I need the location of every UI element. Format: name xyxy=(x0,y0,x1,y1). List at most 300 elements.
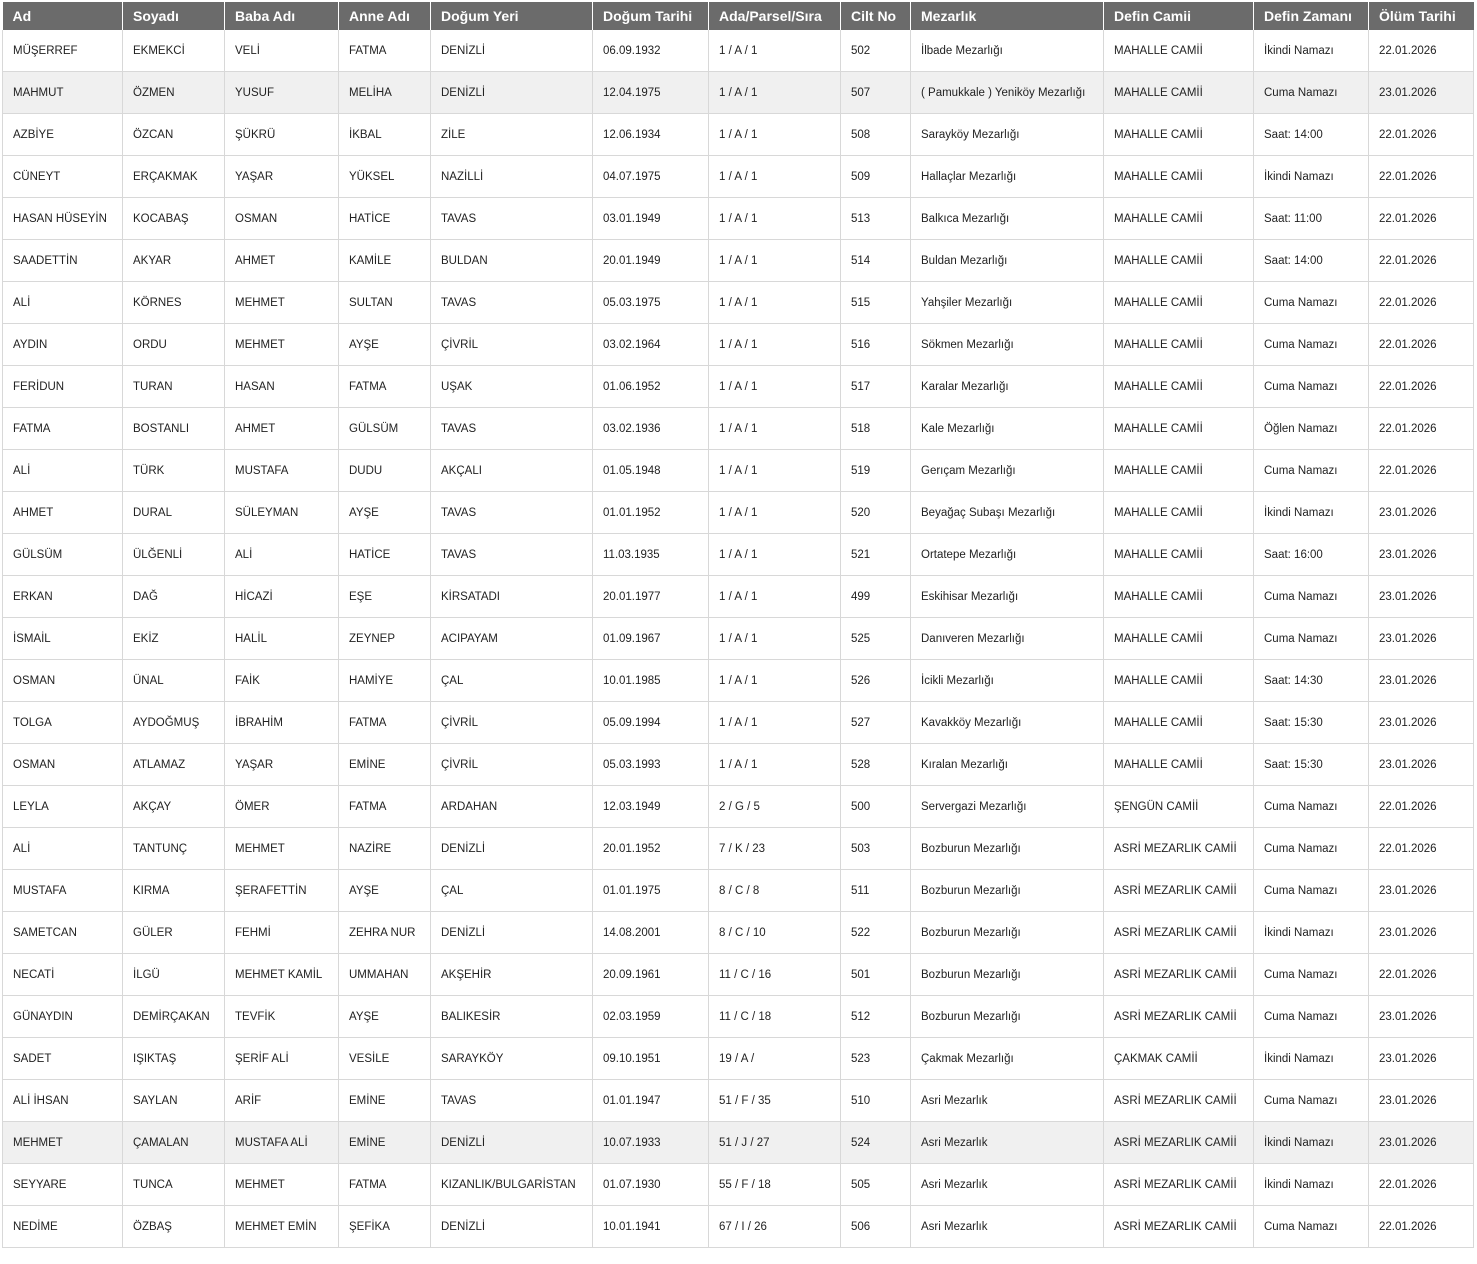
table-cell: ACIPAYAM xyxy=(431,618,593,660)
table-row[interactable] xyxy=(3,954,1474,996)
table-row[interactable] xyxy=(3,702,1474,744)
table-cell: 10.07.1933 xyxy=(593,1122,709,1164)
column-header[interactable]: Anne Adı xyxy=(339,2,431,30)
table-cell: 23.01.2026 xyxy=(1369,576,1474,618)
table-cell: 517 xyxy=(841,366,911,408)
table-cell: NAZİLLİ xyxy=(431,156,593,198)
table-cell: ÇAL xyxy=(431,870,593,912)
table-row[interactable] xyxy=(3,576,1474,618)
table-cell: FATMA xyxy=(339,702,431,744)
table-cell: 524 xyxy=(841,1122,911,1164)
table-cell: ÖZBAŞ xyxy=(123,1206,225,1248)
table-cell: ALİ İHSAN xyxy=(3,1080,123,1122)
table-cell: Sökmen Mezarlığı xyxy=(911,324,1104,366)
table-cell: 22.01.2026 xyxy=(1369,240,1474,282)
table-cell: 519 xyxy=(841,450,911,492)
table-row[interactable] xyxy=(3,1206,1474,1248)
table-cell: ÇAKMAK CAMİİ xyxy=(1104,1038,1254,1080)
table-cell: 22.01.2026 xyxy=(1369,324,1474,366)
column-header[interactable]: Soyadı xyxy=(123,2,225,30)
table-cell: 22.01.2026 xyxy=(1369,408,1474,450)
table-cell: 05.03.1993 xyxy=(593,744,709,786)
table-cell: Saat: 15:30 xyxy=(1254,744,1369,786)
table-cell: 23.01.2026 xyxy=(1369,996,1474,1038)
table-cell: DENİZLİ xyxy=(431,912,593,954)
table-cell: 499 xyxy=(841,576,911,618)
table-cell: Kavakköy Mezarlığı xyxy=(911,702,1104,744)
table-cell: MAHALLE CAMİİ xyxy=(1104,282,1254,324)
table-cell: DENİZLİ xyxy=(431,828,593,870)
table-header xyxy=(3,2,1474,30)
table-cell: ZEYNEP xyxy=(339,618,431,660)
table-cell: 51 / F / 35 xyxy=(709,1080,841,1122)
table-cell: 23.01.2026 xyxy=(1369,1080,1474,1122)
table-cell: SAADETTİN xyxy=(3,240,123,282)
table-cell: LEYLA xyxy=(3,786,123,828)
table-row[interactable] xyxy=(3,156,1474,198)
table-cell: ÖMER xyxy=(225,786,339,828)
column-header[interactable]: Ada/Parsel/Sıra xyxy=(709,2,841,30)
table-row[interactable] xyxy=(3,492,1474,534)
table-cell: ORDU xyxy=(123,324,225,366)
table-cell: 55 / F / 18 xyxy=(709,1164,841,1206)
table-cell: ERÇAKMAK xyxy=(123,156,225,198)
table-cell: 12.03.1949 xyxy=(593,786,709,828)
table-cell: SAYLAN xyxy=(123,1080,225,1122)
table-cell: İLGÜ xyxy=(123,954,225,996)
table-cell: NEDİME xyxy=(3,1206,123,1248)
table-cell: Asri Mezarlık xyxy=(911,1164,1104,1206)
table-cell: Cuma Namazı xyxy=(1254,1206,1369,1248)
table-cell: 23.01.2026 xyxy=(1369,744,1474,786)
table-row[interactable] xyxy=(3,1122,1474,1164)
table-cell: 11.03.1935 xyxy=(593,534,709,576)
table-row[interactable] xyxy=(3,324,1474,366)
table-row[interactable] xyxy=(3,1080,1474,1122)
table-cell: MAHMUT xyxy=(3,72,123,114)
table-cell: 522 xyxy=(841,912,911,954)
table-cell: KÖRNES xyxy=(123,282,225,324)
table-cell: Çakmak Mezarlığı xyxy=(911,1038,1104,1080)
table-cell: Cuma Namazı xyxy=(1254,870,1369,912)
table-cell: HALİL xyxy=(225,618,339,660)
table-cell: ARDAHAN xyxy=(431,786,593,828)
table-cell: ŞERAFETTİN xyxy=(225,870,339,912)
table-cell: HATİCE xyxy=(339,534,431,576)
table-cell: VESİLE xyxy=(339,1038,431,1080)
table-row[interactable] xyxy=(3,72,1474,114)
table-cell: TAVAS xyxy=(431,534,593,576)
table-cell: CÜNEYT xyxy=(3,156,123,198)
table-cell: EŞE xyxy=(339,576,431,618)
table-cell: Saat: 14:30 xyxy=(1254,660,1369,702)
table-cell: MAHALLE CAMİİ xyxy=(1104,240,1254,282)
table-cell: AYDIN xyxy=(3,324,123,366)
table-cell: ARİF xyxy=(225,1080,339,1122)
table-cell: ALİ xyxy=(3,450,123,492)
table-row[interactable] xyxy=(3,870,1474,912)
table-cell: 1 / A / 1 xyxy=(709,72,841,114)
table-cell: 1 / A / 1 xyxy=(709,702,841,744)
table-cell: 23.01.2026 xyxy=(1369,618,1474,660)
table-cell: 20.09.1961 xyxy=(593,954,709,996)
table-cell: 01.06.1952 xyxy=(593,366,709,408)
table-cell: 20.01.1949 xyxy=(593,240,709,282)
table-cell: 23.01.2026 xyxy=(1369,534,1474,576)
table-cell: İcikli Mezarlığı xyxy=(911,660,1104,702)
table-cell: MÜŞERREF xyxy=(3,30,123,72)
table-cell: 06.09.1932 xyxy=(593,30,709,72)
table-cell: TÜRK xyxy=(123,450,225,492)
table-cell: DENİZLİ xyxy=(431,1206,593,1248)
table-row[interactable] xyxy=(3,114,1474,156)
table-cell: ASRİ MEZARLIK CAMİİ xyxy=(1104,828,1254,870)
table-cell: GÜNAYDIN xyxy=(3,996,123,1038)
column-header[interactable]: Defin Camii xyxy=(1104,2,1254,30)
table-cell: Asri Mezarlık xyxy=(911,1122,1104,1164)
table-cell: AHMET xyxy=(3,492,123,534)
table-cell: 12.06.1934 xyxy=(593,114,709,156)
table-cell: Asri Mezarlık xyxy=(911,1206,1104,1248)
table-cell: Servergazi Mezarlığı xyxy=(911,786,1104,828)
table-cell: 1 / A / 1 xyxy=(709,156,841,198)
table-cell: AYDOĞMUŞ xyxy=(123,702,225,744)
table-cell: 1 / A / 1 xyxy=(709,30,841,72)
table-cell: Cuma Namazı xyxy=(1254,1080,1369,1122)
table-cell: 51 / J / 27 xyxy=(709,1122,841,1164)
table-row[interactable] xyxy=(3,996,1474,1038)
table-cell: ALİ xyxy=(3,282,123,324)
table-cell: KIRMA xyxy=(123,870,225,912)
table-cell: MAHALLE CAMİİ xyxy=(1104,366,1254,408)
table-cell: 7 / K / 23 xyxy=(709,828,841,870)
table-cell: BALIKESİR xyxy=(431,996,593,1038)
table-cell: FERİDUN xyxy=(3,366,123,408)
table-row[interactable] xyxy=(3,828,1474,870)
table-cell: Cuma Namazı xyxy=(1254,72,1369,114)
table-cell: ÇAL xyxy=(431,660,593,702)
table-cell: 506 xyxy=(841,1206,911,1248)
column-header[interactable]: Defin Zamanı xyxy=(1254,2,1369,30)
table-cell: İkindi Namazı xyxy=(1254,156,1369,198)
table-cell: İlbade Mezarlığı xyxy=(911,30,1104,72)
table-cell: 503 xyxy=(841,828,911,870)
table-cell: 23.01.2026 xyxy=(1369,870,1474,912)
table-cell: Cuma Namazı xyxy=(1254,282,1369,324)
table-cell: 1 / A / 1 xyxy=(709,366,841,408)
table-cell: Yahşiler Mezarlığı xyxy=(911,282,1104,324)
table-cell: EMİNE xyxy=(339,744,431,786)
table-cell: FATMA xyxy=(3,408,123,450)
table-cell: 525 xyxy=(841,618,911,660)
column-header[interactable]: Ölüm Tarihi xyxy=(1369,2,1474,30)
table-cell: ŞÜKRÜ xyxy=(225,114,339,156)
table-cell: 500 xyxy=(841,786,911,828)
table-cell: ASRİ MEZARLIK CAMİİ xyxy=(1104,870,1254,912)
table-cell: SULTAN xyxy=(339,282,431,324)
funeral-records-table-container xyxy=(2,2,1473,1248)
table-cell: 1 / A / 1 xyxy=(709,114,841,156)
table-cell: 505 xyxy=(841,1164,911,1206)
table-cell: 22.01.2026 xyxy=(1369,1206,1474,1248)
table-cell: ŞENGÜN CAMİİ xyxy=(1104,786,1254,828)
table-cell: 1 / A / 1 xyxy=(709,324,841,366)
table-cell: 1 / A / 1 xyxy=(709,660,841,702)
table-cell: 01.09.1967 xyxy=(593,618,709,660)
table-cell: 501 xyxy=(841,954,911,996)
table-cell: 09.10.1951 xyxy=(593,1038,709,1080)
table-cell: ÇİVRİL xyxy=(431,702,593,744)
table-cell: Buldan Mezarlığı xyxy=(911,240,1104,282)
table-cell: Saat: 14:00 xyxy=(1254,240,1369,282)
column-header[interactable]: Doğum Tarihi xyxy=(593,2,709,30)
table-cell: 23.01.2026 xyxy=(1369,660,1474,702)
table-cell: Balkıca Mezarlığı xyxy=(911,198,1104,240)
table-cell: 511 xyxy=(841,870,911,912)
table-cell: NECATİ xyxy=(3,954,123,996)
table-cell: 1 / A / 1 xyxy=(709,534,841,576)
table-cell: ÜLĞENLİ xyxy=(123,534,225,576)
table-cell: 523 xyxy=(841,1038,911,1080)
table-cell: İkindi Namazı xyxy=(1254,1038,1369,1080)
table-cell: TAVAS xyxy=(431,1080,593,1122)
table-cell: AYŞE xyxy=(339,996,431,1038)
table-cell: 516 xyxy=(841,324,911,366)
table-cell: TOLGA xyxy=(3,702,123,744)
table-cell: 11 / C / 18 xyxy=(709,996,841,1038)
table-cell: DUDU xyxy=(339,450,431,492)
table-cell: 23.01.2026 xyxy=(1369,702,1474,744)
table-cell: 22.01.2026 xyxy=(1369,1164,1474,1206)
table-cell: ( Pamukkale ) Yeniköy Mezarlığı xyxy=(911,72,1104,114)
table-cell: İkindi Namazı xyxy=(1254,1122,1369,1164)
table-cell: ZİLE xyxy=(431,114,593,156)
table-cell: YUSUF xyxy=(225,72,339,114)
table-cell: 513 xyxy=(841,198,911,240)
table-cell: MUSTAFA xyxy=(3,870,123,912)
table-cell: FAİK xyxy=(225,660,339,702)
table-cell: TANTUNÇ xyxy=(123,828,225,870)
table-cell: 1 / A / 1 xyxy=(709,198,841,240)
table-cell: 67 / I / 26 xyxy=(709,1206,841,1248)
table-cell: Beyağaç Subaşı Mezarlığı xyxy=(911,492,1104,534)
table-cell: 03.02.1964 xyxy=(593,324,709,366)
table-cell: 514 xyxy=(841,240,911,282)
table-cell: MAHALLE CAMİİ xyxy=(1104,576,1254,618)
table-cell: MEHMET xyxy=(225,324,339,366)
table-row[interactable] xyxy=(3,912,1474,954)
table-cell: EKMEKCİ xyxy=(123,30,225,72)
column-header[interactable]: Mezarlık xyxy=(911,2,1104,30)
table-cell: Saat: 15:30 xyxy=(1254,702,1369,744)
table-cell: HİCAZİ xyxy=(225,576,339,618)
table-cell: Cuma Namazı xyxy=(1254,996,1369,1038)
table-cell: Saat: 11:00 xyxy=(1254,198,1369,240)
table-cell: MAHALLE CAMİİ xyxy=(1104,618,1254,660)
table-cell: Cuma Namazı xyxy=(1254,954,1369,996)
table-cell: Cuma Namazı xyxy=(1254,324,1369,366)
table-cell: TAVAS xyxy=(431,408,593,450)
table-cell: GÜLSÜM xyxy=(3,534,123,576)
table-cell: 01.01.1975 xyxy=(593,870,709,912)
table-cell: Cuma Namazı xyxy=(1254,450,1369,492)
table-cell: Cuma Namazı xyxy=(1254,786,1369,828)
table-cell: TAVAS xyxy=(431,198,593,240)
table-row[interactable] xyxy=(3,744,1474,786)
table-cell: AKYAR xyxy=(123,240,225,282)
table-cell: 22.01.2026 xyxy=(1369,30,1474,72)
table-row[interactable] xyxy=(3,534,1474,576)
table-cell: 10.01.1985 xyxy=(593,660,709,702)
table-cell: Sarayköy Mezarlığı xyxy=(911,114,1104,156)
table-cell: Cuma Namazı xyxy=(1254,618,1369,660)
table-cell: MAHALLE CAMİİ xyxy=(1104,324,1254,366)
table-row[interactable] xyxy=(3,198,1474,240)
table-cell: TAVAS xyxy=(431,282,593,324)
table-cell: 04.07.1975 xyxy=(593,156,709,198)
table-cell: 01.05.1948 xyxy=(593,450,709,492)
table-row[interactable] xyxy=(3,1164,1474,1206)
table-cell: MEHMET KAMİL xyxy=(225,954,339,996)
table-cell: OSMAN xyxy=(3,744,123,786)
table-cell: Cuma Namazı xyxy=(1254,828,1369,870)
table-cell: 23.01.2026 xyxy=(1369,492,1474,534)
table-cell: GÜLSÜM xyxy=(339,408,431,450)
table-cell: Gerıçam Mezarlığı xyxy=(911,450,1104,492)
table-cell: 22.01.2026 xyxy=(1369,366,1474,408)
table-cell: İkindi Namazı xyxy=(1254,492,1369,534)
table-cell: ATLAMAZ xyxy=(123,744,225,786)
table-cell: 1 / A / 1 xyxy=(709,576,841,618)
table-cell: ASRİ MEZARLIK CAMİİ xyxy=(1104,1080,1254,1122)
table-row[interactable] xyxy=(3,240,1474,282)
table-cell: KOCABAŞ xyxy=(123,198,225,240)
table-cell: 502 xyxy=(841,30,911,72)
table-cell: 14.08.2001 xyxy=(593,912,709,954)
table-row[interactable] xyxy=(3,1038,1474,1080)
table-cell: SÜLEYMAN xyxy=(225,492,339,534)
funeral-records-table xyxy=(2,2,1474,1248)
table-cell: UŞAK xyxy=(431,366,593,408)
table-cell: 23.01.2026 xyxy=(1369,72,1474,114)
table-cell: ÜNAL xyxy=(123,660,225,702)
table-cell: 11 / C / 16 xyxy=(709,954,841,996)
table-cell: 515 xyxy=(841,282,911,324)
table-cell: 518 xyxy=(841,408,911,450)
table-cell: Bozburun Mezarlığı xyxy=(911,996,1104,1038)
table-cell: 508 xyxy=(841,114,911,156)
table-cell: İBRAHİM xyxy=(225,702,339,744)
table-cell: HASAN HÜSEYİN xyxy=(3,198,123,240)
table-cell: KAMİLE xyxy=(339,240,431,282)
table-cell: 01.07.1930 xyxy=(593,1164,709,1206)
table-cell: Eskihisar Mezarlığı xyxy=(911,576,1104,618)
table-cell: AKŞEHİR xyxy=(431,954,593,996)
table-row[interactable] xyxy=(3,660,1474,702)
table-cell: IŞIKTAŞ xyxy=(123,1038,225,1080)
table-cell: MEHMET EMİN xyxy=(225,1206,339,1248)
table-cell: ALİ xyxy=(225,534,339,576)
table-cell: FATMA xyxy=(339,30,431,72)
table-cell: GÜLER xyxy=(123,912,225,954)
table-cell: 1 / A / 1 xyxy=(709,450,841,492)
table-cell: TAVAS xyxy=(431,492,593,534)
table-cell: MAHALLE CAMİİ xyxy=(1104,72,1254,114)
table-cell: KİRSATADI xyxy=(431,576,593,618)
column-header[interactable]: Ad xyxy=(3,2,123,30)
table-cell: ŞEFİKA xyxy=(339,1206,431,1248)
column-header[interactable]: Doğum Yeri xyxy=(431,2,593,30)
table-cell: MEHMET xyxy=(225,828,339,870)
table-row[interactable] xyxy=(3,282,1474,324)
table-row[interactable] xyxy=(3,30,1474,72)
table-cell: ASRİ MEZARLIK CAMİİ xyxy=(1104,1206,1254,1248)
table-cell: 1 / A / 1 xyxy=(709,492,841,534)
table-cell: 22.01.2026 xyxy=(1369,114,1474,156)
table-cell: AYŞE xyxy=(339,870,431,912)
table-row[interactable] xyxy=(3,366,1474,408)
table-cell: 03.01.1949 xyxy=(593,198,709,240)
table-cell: FEHMİ xyxy=(225,912,339,954)
table-row[interactable] xyxy=(3,618,1474,660)
table-row[interactable] xyxy=(3,408,1474,450)
table-cell: 527 xyxy=(841,702,911,744)
column-header[interactable]: Baba Adı xyxy=(225,2,339,30)
table-cell: FATMA xyxy=(339,366,431,408)
table-cell: 20.01.1952 xyxy=(593,828,709,870)
table-row[interactable] xyxy=(3,786,1474,828)
table-cell: 10.01.1941 xyxy=(593,1206,709,1248)
header-row xyxy=(3,2,1474,30)
table-cell: 8 / C / 8 xyxy=(709,870,841,912)
table-cell: 528 xyxy=(841,744,911,786)
table-cell: SEYYARE xyxy=(3,1164,123,1206)
table-cell: ÇİVRİL xyxy=(431,324,593,366)
table-cell: MAHALLE CAMİİ xyxy=(1104,744,1254,786)
table-cell: FATMA xyxy=(339,1164,431,1206)
table-cell: AHMET xyxy=(225,240,339,282)
table-cell: OSMAN xyxy=(225,198,339,240)
table-cell: MAHALLE CAMİİ xyxy=(1104,30,1254,72)
table-cell: 512 xyxy=(841,996,911,1038)
table-cell: SADET xyxy=(3,1038,123,1080)
table-cell: ASRİ MEZARLIK CAMİİ xyxy=(1104,912,1254,954)
table-cell: ASRİ MEZARLIK CAMİİ xyxy=(1104,1164,1254,1206)
table-cell: ŞERİF ALİ xyxy=(225,1038,339,1080)
table-cell: DENİZLİ xyxy=(431,1122,593,1164)
table-row[interactable] xyxy=(3,450,1474,492)
table-cell: TURAN xyxy=(123,366,225,408)
table-cell: Ortatepe Mezarlığı xyxy=(911,534,1104,576)
table-cell: Saat: 16:00 xyxy=(1254,534,1369,576)
table-cell: İkindi Namazı xyxy=(1254,1164,1369,1206)
table-cell: DENİZLİ xyxy=(431,30,593,72)
column-header[interactable]: Cilt No xyxy=(841,2,911,30)
table-cell: ASRİ MEZARLIK CAMİİ xyxy=(1104,954,1254,996)
table-cell: MAHALLE CAMİİ xyxy=(1104,408,1254,450)
table-cell: Cuma Namazı xyxy=(1254,366,1369,408)
table-cell: Öğlen Namazı xyxy=(1254,408,1369,450)
table-cell: Kale Mezarlığı xyxy=(911,408,1104,450)
table-cell: 20.01.1977 xyxy=(593,576,709,618)
table-cell: AKÇALI xyxy=(431,450,593,492)
table-cell: DEMİRÇAKAN xyxy=(123,996,225,1038)
table-cell: EKİZ xyxy=(123,618,225,660)
table-cell: Bozburun Mezarlığı xyxy=(911,912,1104,954)
table-cell: 19 / A / xyxy=(709,1038,841,1080)
table-cell: MAHALLE CAMİİ xyxy=(1104,492,1254,534)
table-cell: Kıralan Mezarlığı xyxy=(911,744,1104,786)
